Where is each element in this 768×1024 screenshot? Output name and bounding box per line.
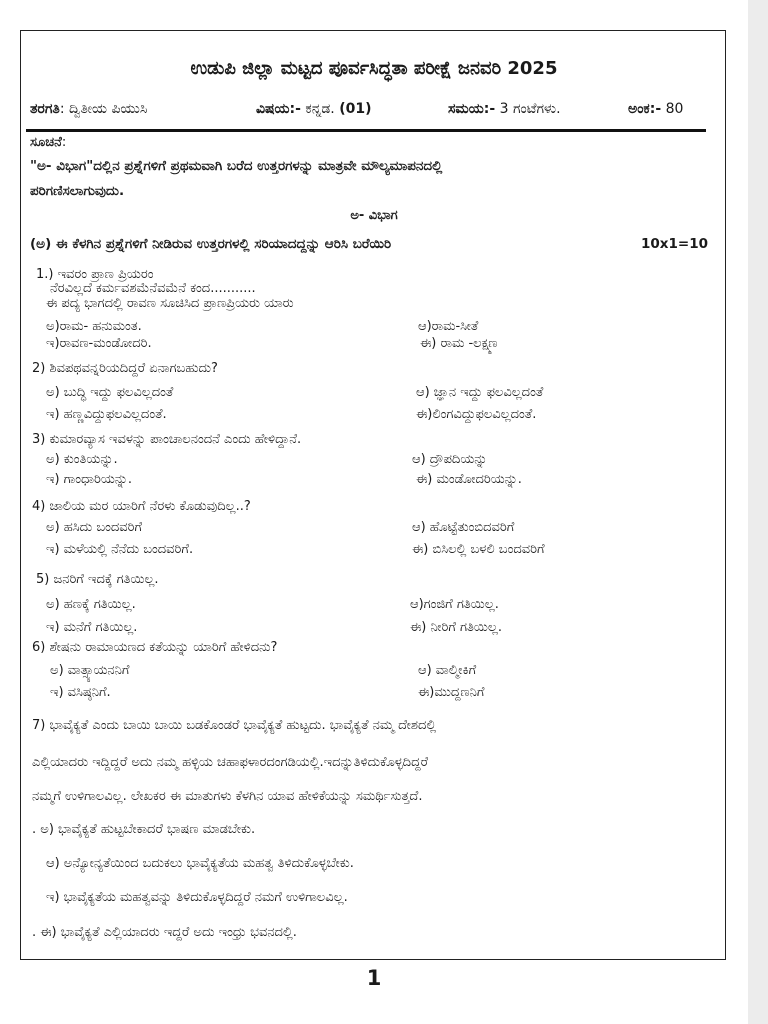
q3-option-a: ಅ) ಕುಂತಿಯನ್ನು.: [46, 452, 118, 467]
q7-option-d: . ಈ) ಭಾವೈಕ್ಯತೆ ಎಲ್ಲಿಯಾದರು ಇದ್ದರೆ ಅದು ಇಂಧ್ರು ಭವನದಲ್ಲಿ.: [32, 925, 297, 940]
q1-option-a: ಅ)ರಾಮ- ಹನುಮಂತ.: [46, 319, 142, 334]
q2-option-d: ಈ)ಲಿಂಗವಿದ್ದುಫಲವಿಲ್ಲದಂತೆ.: [416, 407, 537, 422]
q1-option-d: ಈ) ರಾಮ -ಲಕ್ಷ್ಮಣ: [420, 336, 498, 351]
subject-code: (01): [339, 101, 372, 117]
class-label: ತರಗತಿ: [30, 101, 60, 117]
q2-option-b: ಆ) ಜ್ಞಾನ ಇದ್ದು ಫಲವಿಲ್ಲದಂತೆ: [416, 385, 544, 400]
subject-info: [256, 101, 371, 117]
exam-title: ಉಡುಪಿ ಜಿಲ್ಲಾ ಮಟ್ಟದ ಪೂರ್ವಸಿದ್ಧತಾ ಪರೀಕ್ಷೆ ಜನವರಿ 2025: [190, 58, 558, 79]
instructions-colon: :: [61, 135, 67, 150]
class-info: [30, 101, 147, 117]
instructions-line-1: "ಅ- ವಿಭಾಗ"ದಲ್ಲಿನ ಪ್ರಶ್ನೆಗಳಿಗೆ ಪ್ರಥಮವಾಗಿ ಬರೆದ ಉತ್ತರಗಳನ್ನು ಮಾತ್ರವೇ ಮೌಲ್ಯಮಾಪನದಲ್ಲಿ: [30, 158, 443, 174]
time-value: 3 ಗಂಟೆಗಳು.: [495, 101, 561, 117]
q7-option-a: . ಅ) ಭಾವೈಕ್ಯತೆ ಹುಟ್ಟಬೇಕಾದರೆ ಭಾಷಣ ಮಾಡಬೇಕು.: [32, 822, 256, 837]
subject-value: ಕನ್ನಡ.: [300, 101, 340, 117]
section-instruction: (ಅ) ಈ ಕೆಳಗಿನ ಪ್ರಶ್ನೆಗಳಿಗೆ ನೀಡಿರುವ ಉತ್ತರಗಳಲ್ಲಿ ಸರಿಯಾದದ್ದನ್ನು ಆರಿಸಿ ಬರೆಯಿರಿ: [30, 236, 392, 252]
q1-line-2: ನೆರವಿಲ್ಲದೆ ಕರ್ಮವಶಮೆನೆವಮೆನೆ ಕಂದ...........: [50, 281, 256, 296]
q1-line-3: ಈ ಪದ್ಯ ಭಾಗದಲ್ಲಿ ರಾವಣ ಸೂಚಿಸಿದ ಪ್ರಾಣಪ್ರಿಯರು ಯಾರು: [46, 296, 294, 311]
time-info: [448, 101, 561, 117]
q1-line-1: 1.) ಇವರಂ ಪ್ರಾಣ ಪ್ರಿಯರಂ: [36, 267, 154, 282]
class-value: : ದ್ವಿತೀಯ ಪಿಯುಸಿ: [59, 101, 148, 117]
q2-option-a: ಅ) ಬುದ್ಧಿ ಇದ್ದು ಫಲವಿಲ್ಲದಂತೆ: [46, 385, 174, 400]
q7-option-b: ಆ) ಅನ್ಯೋನ್ಯತೆಯಿಂದ ಬದುಕಲು ಭಾವೈಕ್ಯತೆಯ ಮಹತ್ವ ತಿಳಿದುಕೊಳ್ಳಬೇಕು.: [46, 856, 354, 871]
q3-option-c: ಇ) ಗಾಂಧಾರಿಯನ್ನು.: [46, 472, 133, 487]
header-divider: [26, 129, 706, 132]
q6-option-d: ಈ)ಮುದ್ದಣನಿಗೆ: [418, 685, 485, 700]
section-marks: 10x1=10: [641, 236, 708, 252]
q4-question: 4) ಜಾಲಿಯ ಮರ ಯಾರಿಗೆ ನೆರಳು ಕೊಡುವುದಿಲ್ಲ..?: [32, 499, 251, 514]
marks-info: [628, 101, 683, 117]
q5-option-a: ಅ) ಹಣಕ್ಕೆ ಗತಿಯಿಲ್ಲ.: [46, 597, 136, 612]
time-label: ಸಮಯ:-: [448, 101, 496, 117]
marks-value: 80: [661, 101, 684, 117]
q4-option-b: ಆ) ಹೊಟ್ಟೆತುಂಬಿದವರಿಗೆ: [412, 520, 515, 535]
q2-question: 2) ಶಿವಪಥವನ್ನರಿಯದಿದ್ದರೆ ಏನಾಗಬಹುದು?: [32, 361, 218, 376]
q7-line-1: 7) ಭಾವೈಕ್ಯತೆ ಎಂದು ಬಾಯಿ ಬಾಯಿ ಬಡಕೊಂಡರೆ ಭಾವೈಕ್ಯತೆ ಹುಟ್ಟದು. ಭಾವೈಕ್ಯತೆ ನಮ್ಮ ದೇಶದಲ್ಲಿ: [32, 718, 437, 733]
q4-option-a: ಅ) ಹಸಿದು ಬಂದವರಿಗೆ: [46, 520, 143, 535]
page-number: 1: [366, 966, 382, 990]
section-title: ಅ- ವಿಭಾಗ: [350, 208, 398, 223]
marks-label: ಅಂಕ:-: [628, 101, 662, 117]
subject-label: ವಿಷಯ:-: [256, 101, 301, 117]
q5-option-b: ಆ)ಗಂಜಿಗೆ ಗತಿಯಿಲ್ಲ.: [410, 597, 499, 612]
q6-option-a: ಅ) ವಾತ್ಸ್ಯಾಯನನಿಗೆ: [50, 663, 130, 678]
q6-question: 6) ಶೇಷನು ರಾಮಾಯಣದ ಕತೆಯನ್ನು ಯಾರಿಗೆ ಹೇಳಿದನು?: [32, 640, 278, 655]
q1-option-c: ಇ)ರಾವಣ-ಮಂಡೋದರಿ.: [46, 336, 152, 351]
q2-option-c: ಇ) ಹಣ್ಣವಿದ್ದುಫಲವಿಲ್ಲದಂತೆ.: [46, 407, 167, 422]
q1-option-b: ಆ)ರಾಮ-ಸೀತೆ: [418, 319, 479, 334]
q7-option-c: ಇ) ಭಾವೈಕ್ಯತೆಯ ಮಹತ್ವವನ್ನು ತಿಳಿದುಕೊಳ್ಳದಿದ್ದರೆ ನಮಗೆ ಉಳಿಗಾಲವಿಲ್ಲ.: [46, 890, 348, 905]
instructions-heading: [30, 135, 66, 150]
q3-option-b: ಆ) ದ್ರೌಪದಿಯನ್ನು: [412, 452, 488, 467]
q7-line-3: ನಮ್ಮಗೆ ಉಳಿಗಾಲವಿಲ್ಲ. ಲೇಖಕರ ಈ ಮಾತುಗಳು ಕೆಳಗಿನ ಯಾವ ಹೇಳಿಕೆಯನ್ನು ಸಮರ್ಥಿಸುತ್ತದೆ.: [32, 789, 423, 804]
q4-option-c: ಇ) ಮಳೆಯಲ್ಲಿ ನೆನೆದು ಬಂದವರಿಗೆ.: [46, 542, 194, 557]
q5-option-c: ಇ) ಮನೆಗೆ ಗತಿಯಿಲ್ಲ.: [46, 620, 138, 635]
instructions-line-2: ಪರಿಗಣಿಸಲಾಗುವುದು.: [30, 183, 125, 199]
q4-option-d: ಈ) ಬಿಸಿಲಲ್ಲಿ ಬಳಲಿ ಬಂದವರಿಗೆ: [412, 542, 545, 557]
q6-option-c: ಇ) ವಸಿಷ್ಠನಿಗೆ.: [50, 685, 111, 700]
q5-question: 5) ಜನರಿಗೆ ಇದಕ್ಕೆ ಗತಿಯಿಲ್ಲ.: [36, 572, 159, 587]
q7-line-2: ಎಲ್ಲಿಯಾದರು ಇದ್ದಿದ್ದರೆ ಅದು ನಮ್ಮ ಹಳ್ಳಿಯ ಚಹಾಫಳಾರದಂಗಡಿಯಲ್ಲಿ.ಇದನ್ನುತಿಳಿದುಕೊಳ್ಳದಿದ್ದರೆ: [32, 755, 429, 770]
instructions-label: ಸೂಚನೆ: [30, 135, 62, 150]
q6-option-b: ಆ) ವಾಲ್ಮೀಕಿಗೆ: [418, 663, 477, 678]
q3-option-d: ಈ) ಮಂಡೋದರಿಯನ್ನು.: [416, 472, 522, 487]
q5-option-d: ಈ) ನೀರಿಗೆ ಗತಿಯಿಲ್ಲ.: [410, 620, 502, 635]
q3-question: 3) ಕುಮಾರವ್ಯಾಸ ಇವಳನ್ನು ಪಾಂಚಾಲನಂದನೆ ಎಂದು ಹೇಳಿದ್ದಾನೆ.: [32, 432, 302, 447]
